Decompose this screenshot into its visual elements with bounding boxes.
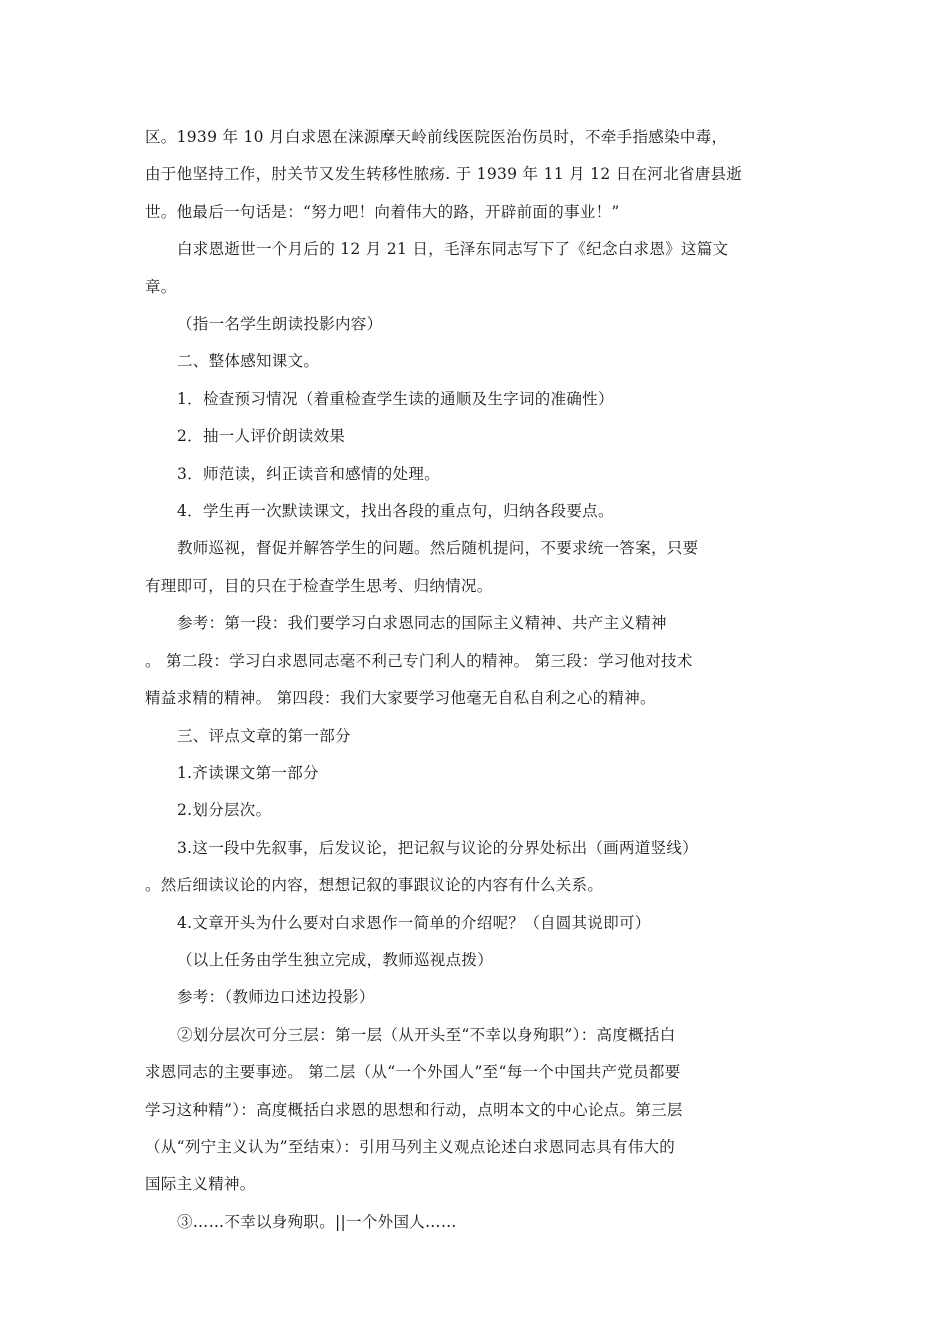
- text-line: 三、评点文章的第一部分: [177, 726, 351, 745]
- text-line: 国际主义精神。: [145, 1175, 256, 1194]
- text-line: 1．检查预习情况（着重检查学生读的通顺及生字词的准确性）: [177, 389, 614, 408]
- text-line: ②划分层次可分三层：第一层（从开头至“不幸以身殉职”）：高度概括白: [177, 1025, 676, 1044]
- text-line: 4.文章开头为什么要对白求恩作一简单的介绍呢？（自圆其说即可）: [177, 913, 651, 932]
- text-line: 3．师范读，纠正读音和感情的处理。: [177, 464, 440, 483]
- text-line: 2.划分层次。: [177, 801, 272, 820]
- text-line: 有理即可，目的只在于检查学生思考、归纳情况。: [145, 576, 493, 595]
- text-line: 求恩同志的主要事迹。 第二层（从“一个外国人”至“每一个中国共产党员都要: [145, 1063, 681, 1082]
- text-line: 精益求精的精神。 第四段：我们大家要学习他毫无自私自利之心的精神。: [145, 689, 656, 708]
- text-line: 参考：第一段：我们要学习白求恩同志的国际主义精神、共产主义精神: [177, 614, 667, 633]
- text-line: 世。他最后一句话是：“努力吧！向着伟大的路，开辟前面的事业！”: [145, 202, 620, 221]
- text-line: 二、整体感知课文。: [177, 352, 320, 371]
- text-line: 学习这种精”）：高度概括白求恩的思想和行动，点明本文的中心论点。第三层: [145, 1100, 683, 1119]
- text-line: （以上任务由学生独立完成，教师巡视点拨）: [177, 950, 494, 969]
- text-line: 3.这一段中先叙事，后发议论，把记叙与议论的分界处标出（画两道竖线）: [177, 838, 698, 857]
- text-line: 4．学生再一次默读课文，找出各段的重点句，归纳各段要点。: [177, 502, 614, 521]
- text-line: ③……不幸以身殉职。||一个外国人……: [177, 1212, 457, 1231]
- text-line: 参考：（教师边口述边投影）: [177, 988, 375, 1007]
- text-line: 1.齐读课文第一部分: [177, 763, 319, 782]
- document-body: [145, 119, 760, 1241]
- text-line: 白求恩逝世一个月后的 12 月 21 日，毛泽东同志写下了《纪念白求恩》这篇文: [177, 240, 729, 259]
- text-line: 教师巡视，督促并解答学生的问题。然后随机提问，不要求统一答案，只要: [177, 539, 699, 558]
- text-line: （指一名学生朗读投影内容）: [177, 315, 383, 334]
- text-line: 章。: [145, 277, 177, 296]
- text-line: 区。1939 年 10 月白求恩在涞源摩天岭前线医院医治伤员时，不牵手指感染中毒，: [145, 128, 728, 146]
- text-line: （从“列宁主义认为”至结束）：引用马列主义观点论述白求恩同志具有伟大的: [145, 1137, 676, 1156]
- text-line: 由于他坚持工作，肘关节又发生转移性脓疡. 于 1939 年 11 月 12 日在河北省唐县逝: [145, 165, 743, 184]
- text-line: 。 第二段：学习白求恩同志毫不利己专门利人的精神。 第三段：学习他对技术: [145, 651, 693, 670]
- text-line: 2．抽一人评价朗读效果: [177, 427, 346, 446]
- text-line: 。然后细读议论的内容，想想记叙的事跟议论的内容有什么关系。: [145, 876, 604, 895]
